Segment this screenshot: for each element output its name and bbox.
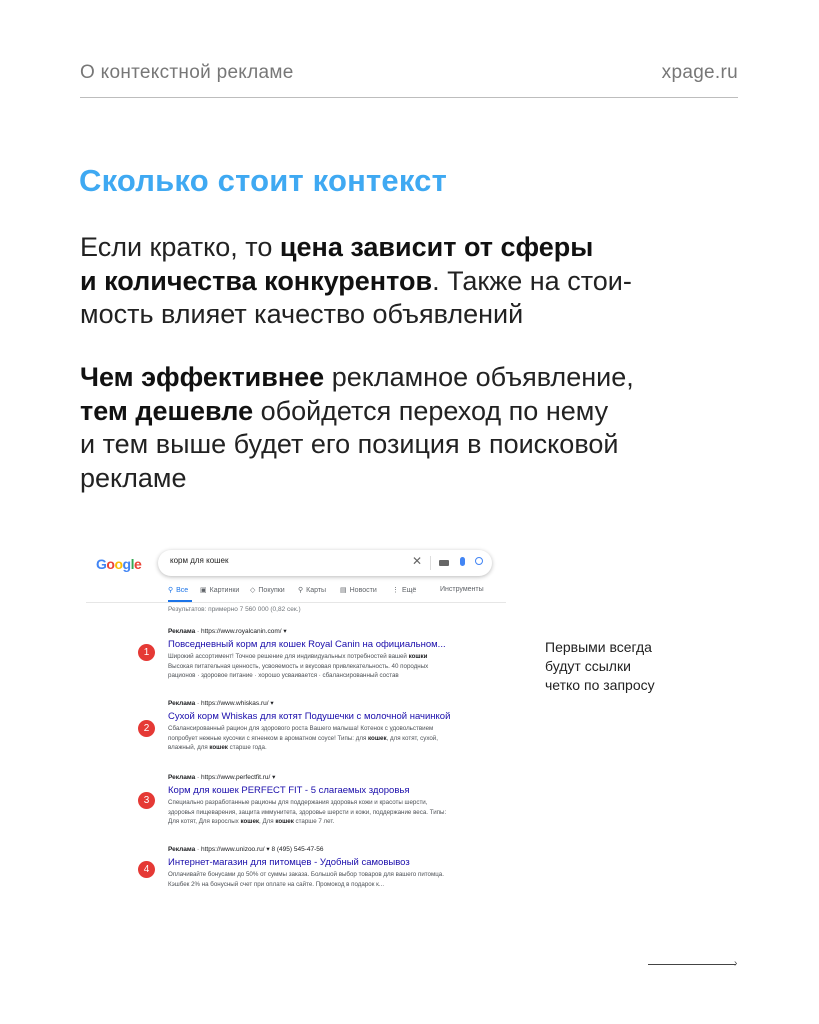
note-line: четко по запросу [545, 677, 655, 693]
ad-desc-text: Высокая питательная ценность, усвояемость и вкусовая привлекательность. 40 породных рационов · здоровое питание · хорошо усваивается · сбалансированный состав [168, 662, 429, 680]
ad-label: Реклама [168, 774, 196, 781]
ad-desc-text: старше года. [227, 744, 267, 752]
paragraph-bold: Чем эффективнее [80, 362, 325, 392]
arrow-tip: › [734, 958, 738, 969]
microphone-icon[interactable] [460, 557, 465, 566]
tab-maps[interactable] [298, 586, 326, 594]
paragraph-efficiency [80, 361, 740, 495]
clear-icon[interactable]: ✕ [412, 554, 423, 568]
tab-label: Новости [349, 587, 377, 594]
page-header [80, 62, 738, 98]
tab-label: Ещё [402, 587, 417, 594]
ad-desc-bold: кошек [209, 744, 228, 752]
ad-description [168, 724, 454, 753]
ad-url[interactable]: · https://www.whiskas.ru/ ▾ [195, 700, 274, 707]
side-note [545, 638, 695, 695]
rank-badge: 4 [138, 861, 155, 878]
tab-label: Инструменты [440, 586, 484, 593]
tab-label: Покупки [258, 587, 285, 594]
note-line: Первыми всегда [545, 639, 652, 655]
ad-desc-text: Специально разработанные рационы для поддержания здоровья кожи и красоты шерсти, здоровья пищеварения, защита иммунитета, здоровье шерсти и кожи, поддержание веса. Типы: Для котят, Для взрослых [168, 799, 447, 826]
ad-desc-bold: кошки [408, 653, 428, 660]
keyboard-icon[interactable] [439, 560, 449, 566]
ad-label: Реклама [168, 628, 196, 635]
tab-label: Карты [306, 587, 327, 594]
header-site: xpage.ru [661, 62, 738, 83]
tab-label: Картинки [209, 587, 240, 594]
tab-tools[interactable] [440, 586, 484, 593]
ad-result [168, 773, 478, 827]
ad-source [168, 627, 478, 635]
search-input[interactable] [158, 550, 492, 576]
tab-shopping[interactable] [250, 586, 285, 594]
ad-headline[interactable]: Повседневный корм для кошек Royal Canin на официальном... [168, 639, 446, 650]
ad-description [168, 798, 454, 827]
paragraph-text: . Также на стои- [432, 265, 632, 296]
ad-source [168, 773, 478, 781]
logo-letter: l [130, 556, 134, 572]
search-query: корм для кошек [170, 556, 229, 565]
tabs-divider [86, 602, 506, 603]
note-line: будут ссылки [545, 658, 631, 674]
paragraph-bold: цена зависит от сферы [279, 232, 594, 262]
rank-badge: 2 [138, 720, 155, 737]
paragraph-text: рекламное объявление, [324, 362, 634, 392]
ad-desc-bold: кошек [240, 818, 259, 826]
map-pin-icon: ⚲ [298, 587, 304, 594]
paragraph-text: Если кратко, то [80, 232, 280, 262]
ad-url[interactable]: · https://www.unizoo.ru/ ▾ 8 (495) 545-47-56 [195, 846, 324, 853]
paragraph-price [80, 231, 740, 332]
logo-letter: o [106, 556, 115, 572]
search-tabs [168, 586, 486, 602]
search-icon[interactable] [475, 557, 483, 565]
news-icon: ▤ [340, 587, 347, 594]
paragraph-text: обойдется переход по нему [253, 395, 609, 426]
paragraph-text: рекламе [80, 462, 187, 493]
divider [430, 556, 431, 570]
ad-headline[interactable]: Интернет-магазин для питомцев - Удобный самовывоз [168, 857, 410, 868]
tab-all[interactable] [168, 586, 188, 594]
logo-letter: g [122, 556, 131, 572]
ad-desc-text: Широкий ассортимент! Точное решение для индивидуальных потребностей вашей [168, 653, 409, 660]
ad-source [168, 845, 478, 853]
image-icon: ▣ [200, 587, 207, 594]
google-logo [96, 556, 141, 572]
ad-url[interactable]: · https://www.royalcanin.com/ ▾ [195, 628, 287, 635]
rank-badge: 1 [138, 644, 155, 661]
page-title: Сколько стоит контекст [79, 163, 447, 198]
ad-label: Реклама [168, 700, 196, 707]
arrow-line [648, 964, 736, 965]
rank-badge: 3 [138, 792, 155, 809]
ad-description [168, 652, 454, 681]
ad-desc-text: , Для [259, 818, 276, 826]
ad-result [168, 845, 478, 889]
paragraph-bold: тем дешевле [80, 395, 254, 426]
ad-result [168, 699, 478, 753]
results-stats: Результатов: примерно 7 560 000 (0,82 сек.) [168, 606, 301, 613]
ad-desc-text: , для котят, сухой, влажный, для [168, 734, 438, 752]
ad-desc-text: Сбалансированный рацион для здорового роста Вашего малыша! Котенок с удовольствием попробует нежные кусочки с ягненком в ароматном соусе! Типы: для [168, 725, 434, 742]
tab-more[interactable] [392, 586, 416, 594]
ad-label: Реклама [168, 846, 196, 853]
ad-headline[interactable]: Сухой корм Whiskas для котят Подушечки с молочной начинкой [168, 711, 451, 722]
ad-source [168, 699, 478, 707]
paragraph-text: мость влияет качество объявлений [80, 299, 524, 329]
more-icon: ⋮ [392, 587, 399, 594]
header-topic: О контекстной рекламе [80, 62, 294, 83]
paragraph-bold: и количества конкурентов [80, 265, 433, 296]
ad-desc-text: старше 7 лет. [293, 818, 335, 826]
tab-news[interactable] [340, 586, 377, 594]
next-arrow-icon[interactable] [648, 958, 740, 972]
search-results-screenshot [86, 540, 506, 900]
logo-letter: G [96, 556, 107, 572]
ad-headline[interactable]: Корм для кошек PERFECT FIT - 5 слагаемых здоровья [168, 785, 410, 796]
logo-letter: e [133, 556, 142, 572]
tab-label: Все [176, 587, 189, 594]
logo-letter: o [114, 556, 123, 572]
ad-url[interactable]: · https://www.perfectfit.ru/ ▾ [195, 774, 276, 781]
search-icon: ⚲ [168, 587, 174, 594]
paragraph-text: и тем выше будет его позиция в поисковой [80, 429, 619, 459]
tag-icon: ◇ [250, 587, 256, 594]
ad-result [168, 627, 478, 681]
ad-desc-bold: кошек [275, 818, 294, 826]
ad-desc-bold: кошек [368, 734, 387, 742]
active-tab-indicator [168, 600, 192, 602]
ad-description: Оплачивайте бонусами до 50% от суммы заказа. Большой выбор товаров для вашего питомца. Кэшбек 2% на бонусный счет при оплате на сайте. Промокод в подарок к... [168, 871, 444, 888]
tab-images[interactable] [200, 586, 239, 594]
